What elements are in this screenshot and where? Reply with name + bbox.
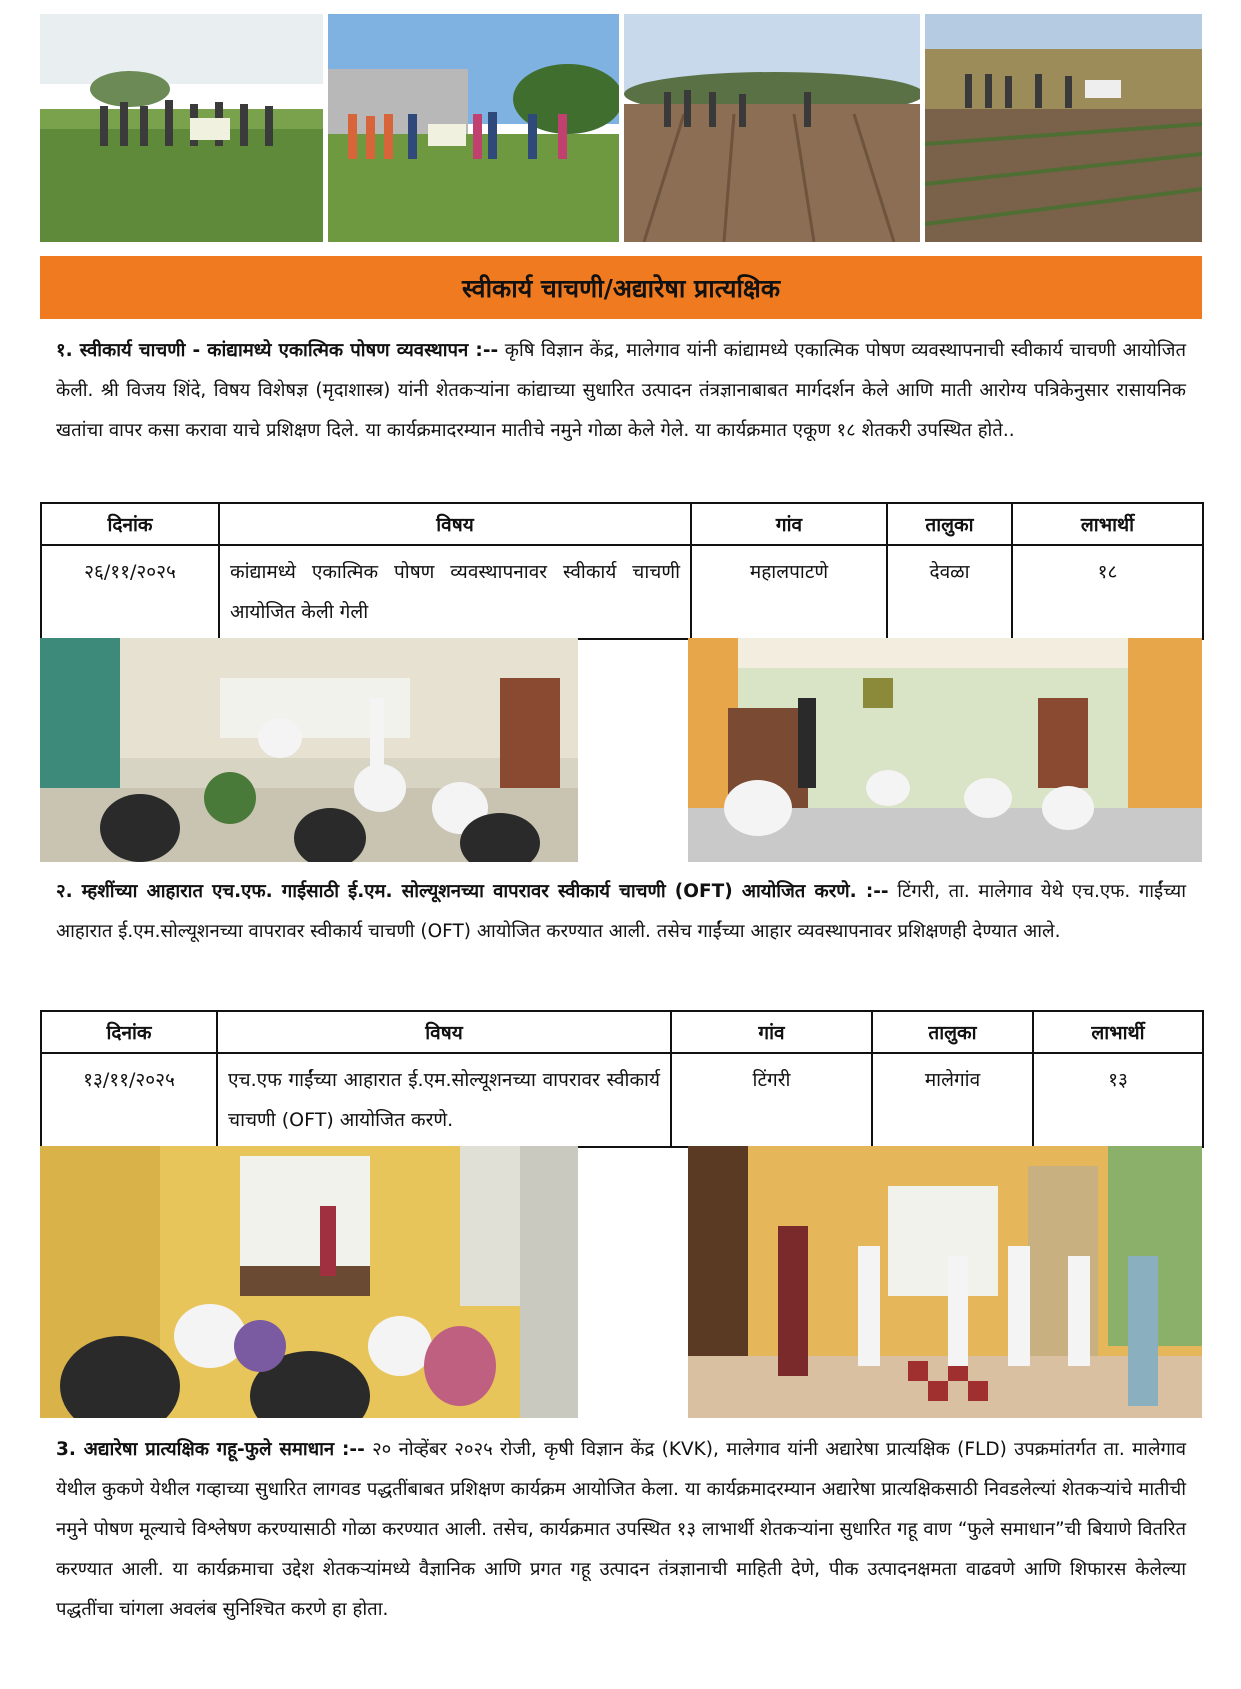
table-1-date: २६/११/२०२५ — [41, 545, 219, 639]
table-2-header-village: गांव — [671, 1011, 872, 1053]
table-1-village: महालपाटणे — [691, 545, 887, 639]
banner-title: स्वीकार्य चाचणी/अद्यारेषा प्रात्यक्षिक — [461, 273, 781, 303]
table-1-header-row — [41, 503, 1203, 545]
table-1-header-date: दिनांक — [41, 503, 219, 545]
table-1-header-taluka: तालुका — [887, 503, 1012, 545]
section-3-paragraph — [56, 1430, 1186, 1630]
table-2-header-date: दिनांक — [41, 1011, 217, 1053]
table-2-header-row — [41, 1011, 1203, 1053]
distribution-photo — [688, 1146, 1202, 1418]
section-1-body: कृषि विज्ञान केंद्र, मालेगाव यांनी कांद्यामध्ये एकात्मिक पोषण व्यवस्थापनाची स्वीकार्य चाचणी आयोजित केली. श्री विजय शिंदे, विषय विशेषज्ञ (मृदाशास्त्र) यांनी शेतकऱ्यांना कांद्याच्या सुधारित उत्पादन तंत्रज्ञानाबाबत मार्गदर्शन केले आणि माती आरोग्य पत्रिकेनुसार रासायनिक खतांचा वापर कसा करावा याचे प्रशिक्षण दिले. या कार्यक्रमादरम्यान मातीचे नमुने गोळा केले गेले. या कार्यक्रमात एकूण १८ शेतकरी उपस्थित होते.. — [56, 340, 1186, 441]
table-2-date: १३/११/२०२५ — [41, 1053, 217, 1147]
section-1-paragraph — [56, 331, 1186, 451]
field-work-photo — [624, 14, 920, 242]
section-1-heading: १. स्वीकार्य चाचणी - कांद्यामध्ये एकात्मिक पोषण व्यवस्थापन :-- — [56, 340, 499, 361]
table-1-beneficiaries: १८ — [1012, 545, 1203, 639]
table-1 — [40, 502, 1204, 640]
section-banner — [40, 256, 1202, 319]
table-row — [41, 545, 1203, 639]
table-1-header-beneficiaries: लाभार्थी — [1012, 503, 1203, 545]
table-1-taluka: देवळा — [887, 545, 1012, 639]
table-1-header-village: गांव — [691, 503, 887, 545]
section-3-heading: 3. अद्यारेषा प्रात्यक्षिक गहू-फुले समाधान :-- — [56, 1439, 365, 1460]
meeting-photo — [40, 1146, 578, 1418]
section-3-body: २० नोव्हेंबर २०२५ रोजी, कृषी विज्ञान केंद्र (KVK), मालेगाव यांनी अद्यारेषा प्रात्यक्षिक (FLD) उपक्रमांतर्गत ता. मालेगाव येथील कुकणे येथील गव्हाच्या सुधारित लागवड पद्धतींबाबत प्रशिक्षण कार्यक्रम आयोजित केला. या कार्यक्रमादरम्यान अद्यारेषा प्रात्यक्षिकसाठी निवडलेल्यां शेतकऱ्यांचे मातीची नमुने पोषण मूल्याचे विश्लेषण करण्यासाठी गोळा करण्यात आली. तसेच, कार्यक्रमात उपस्थित १३ लाभार्थी शेतकऱ्यांना सुधारित गहू वाण “फुले समाधान”ची बियाणे वितरित करण्यात आली. या कार्यक्रमाचा उद्देश शेतकऱ्यांमध्ये वैज्ञानिक आणि प्रगत गहू उत्पादन तंत्रज्ञानाची माहिती देणे, पीक उत्पादनक्षमता वाढवणे आणि शिफारस केलेल्या पद्धतींचा चांगला अवलंब सुनिश्चित करणे हा होता. — [56, 1439, 1186, 1620]
table-2-subject: एच.एफ गाईंच्या आहारात ई.एम.सोल्यूशनच्या वापरावर स्वीकार्य चाचणी (OFT) आयोजित करणे. — [217, 1053, 671, 1147]
section-2-paragraph — [56, 872, 1186, 952]
table-1-subject: कांद्यामध्ये एकात्मिक पोषण व्यवस्थापनावर स्वीकार्य चाचणी आयोजित केली गेली — [219, 545, 691, 639]
training-session-hall-photo — [688, 638, 1202, 862]
training-session-photo — [40, 638, 578, 862]
table-2-taluka: मालेगांव — [872, 1053, 1033, 1147]
table-row — [41, 1053, 1203, 1147]
field-group-photo — [40, 14, 323, 242]
table-2-village: टिंगरी — [671, 1053, 872, 1147]
section-2-body: टिंगरी, ता. मालेगाव येथे एच.एफ. गाईंच्या आहारात ई.एम.सोल्यूशनच्या वापरावर स्वीकार्य चाचणी (OFT) आयोजित करण्यात आली. तसेच गाईंच्या आहार व्यवस्थापनावर प्रशिक्षणही देण्यात आले. — [56, 881, 1186, 942]
table-2-header-subject: विषय — [217, 1011, 671, 1053]
table-2-header-beneficiaries: लाभार्थी — [1033, 1011, 1203, 1053]
table-2-beneficiaries: १३ — [1033, 1053, 1203, 1147]
table-2 — [40, 1010, 1204, 1148]
table-1-header-subject: विषय — [219, 503, 691, 545]
field-group-photo-women — [328, 14, 619, 242]
section-2-heading: २. म्हशींच्या आहारात एच.एफ. गाईसाठी ई.एम. सोल्यूशनच्या वापरावर स्वीकार्य चाचणी (OFT) आयोजित करणे. :-- — [56, 881, 889, 902]
field-group-photo-maize — [925, 14, 1202, 242]
table-2-header-taluka: तालुका — [872, 1011, 1033, 1053]
